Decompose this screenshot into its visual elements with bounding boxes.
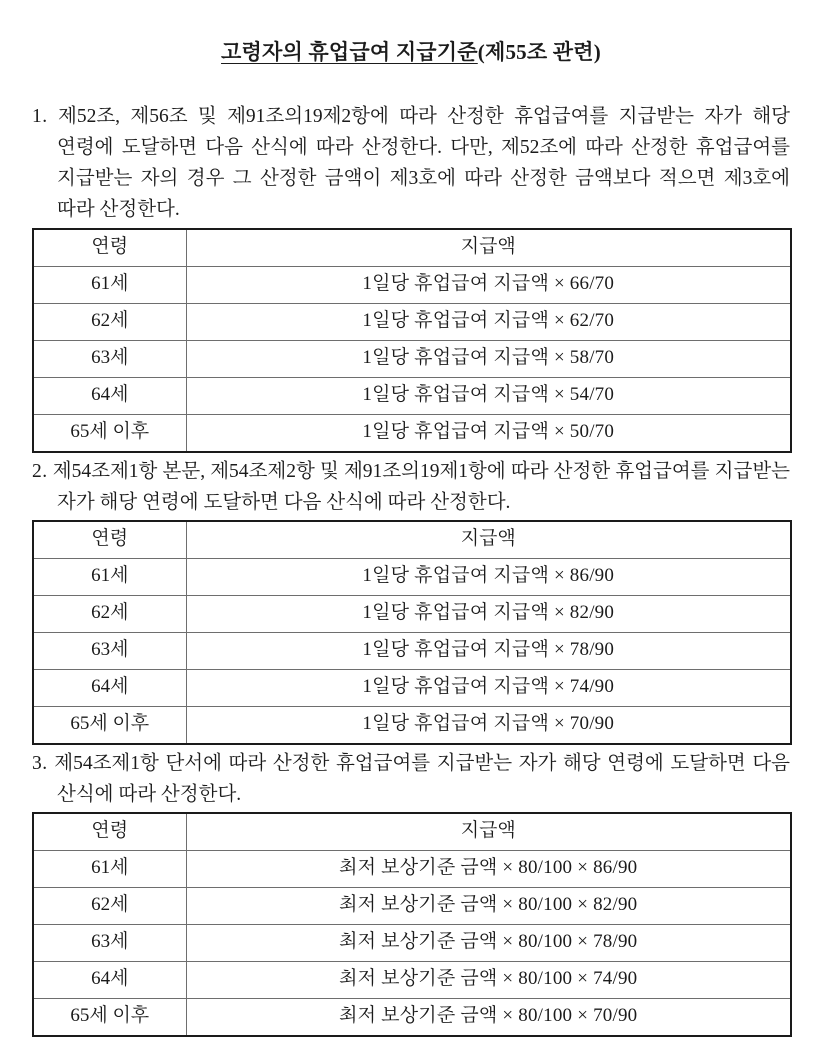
pay-table-2 <box>32 520 792 745</box>
cell-amount: 1일당 휴업급여 지급액 × 66/70 <box>186 267 791 304</box>
cell-amount: 최저 보상기준 금액 × 80/100 × 78/90 <box>186 925 791 962</box>
table-row <box>33 962 791 999</box>
column-header-age: 연령 <box>33 813 186 851</box>
cell-amount: 최저 보상기준 금액 × 80/100 × 86/90 <box>186 851 791 888</box>
column-header-amount: 지급액 <box>186 229 791 267</box>
cell-age: 62세 <box>33 596 186 633</box>
cell-age: 64세 <box>33 378 186 415</box>
table-row <box>33 888 791 925</box>
list-item-2-text: 제54조제1항 본문, 제54조제2항 및 제91조의19제1항에 따라 산정한 휴업급여를 지급받는 자가 해당 연령에 도달하면 다음 산식에 따라 산정한다. <box>52 461 791 514</box>
cell-amount: 1일당 휴업급여 지급액 × 74/90 <box>186 670 791 707</box>
pay-table-1 <box>32 228 792 453</box>
page-title-underlined: 고령자의 휴업급여 지급기준 <box>221 40 478 65</box>
cell-amount: 1일당 휴업급여 지급액 × 70/90 <box>186 707 791 745</box>
table-row <box>33 707 791 745</box>
cell-amount: 1일당 휴업급여 지급액 × 78/90 <box>186 633 791 670</box>
cell-age: 61세 <box>33 267 186 304</box>
document-page <box>0 14 822 1027</box>
table-row <box>33 999 791 1037</box>
cell-age: 65세 이후 <box>33 999 186 1037</box>
cell-amount: 최저 보상기준 금액 × 80/100 × 82/90 <box>186 888 791 925</box>
cell-age: 62세 <box>33 304 186 341</box>
cell-age: 63세 <box>33 925 186 962</box>
cell-amount: 1일당 휴업급여 지급액 × 54/70 <box>186 378 791 415</box>
list-item-2 <box>32 456 790 518</box>
list-item-1-number: 1. <box>32 106 48 128</box>
page-title <box>0 14 822 65</box>
document-body <box>32 79 790 1037</box>
cell-age: 63세 <box>33 341 186 378</box>
table-row <box>33 378 791 415</box>
cell-age: 62세 <box>33 888 186 925</box>
list-item-1-text: 제52조, 제56조 및 제91조의19제2항에 따라 산정한 휴업급여를 지급받는 자가 해당 연령에 도달하면 다음 산식에 따라 산정한다. 다만, 제52조에 따라 산정한 휴업급여를 지급받는 자의 경우 그 산정한 금액이 제3호에 따라 산정한 금액보다 적으면 제3호에 따라 산정한다. <box>57 106 791 221</box>
table-row <box>33 633 791 670</box>
cell-amount: 1일당 휴업급여 지급액 × 58/70 <box>186 341 791 378</box>
table-row <box>33 341 791 378</box>
cell-age: 65세 이후 <box>33 415 186 453</box>
cell-age: 63세 <box>33 633 186 670</box>
page-title-suffix: (제55조 관련) <box>477 40 601 65</box>
column-header-age: 연령 <box>33 521 186 559</box>
table-row <box>33 596 791 633</box>
table-row <box>33 415 791 453</box>
cell-age: 64세 <box>33 962 186 999</box>
table-row <box>33 851 791 888</box>
cell-amount: 1일당 휴업급여 지급액 × 86/90 <box>186 559 791 596</box>
cell-age: 64세 <box>33 670 186 707</box>
cell-amount: 1일당 휴업급여 지급액 × 50/70 <box>186 415 791 453</box>
list-item-3 <box>32 748 790 810</box>
table-row <box>33 670 791 707</box>
list-item-3-text: 제54조제1항 단서에 따라 산정한 휴업급여를 지급받는 자가 해당 연령에 도달하면 다음 산식에 따라 산정한다. <box>54 753 790 806</box>
cell-amount: 1일당 휴업급여 지급액 × 82/90 <box>186 596 791 633</box>
table-row <box>33 304 791 341</box>
list-item-1 <box>32 101 790 225</box>
table-header-row <box>33 521 791 559</box>
table-row <box>33 925 791 962</box>
cell-amount: 1일당 휴업급여 지급액 × 62/70 <box>186 304 791 341</box>
cell-age: 61세 <box>33 559 186 596</box>
pay-table-3 <box>32 812 792 1037</box>
list-item-3-number: 3. <box>32 753 48 775</box>
table-header-row <box>33 229 791 267</box>
cell-age: 65세 이후 <box>33 707 186 745</box>
list-item-2-number: 2. <box>32 461 48 483</box>
table-row <box>33 559 791 596</box>
column-header-amount: 지급액 <box>186 813 791 851</box>
cell-amount: 최저 보상기준 금액 × 80/100 × 70/90 <box>186 999 791 1037</box>
table-row <box>33 267 791 304</box>
column-header-age: 연령 <box>33 229 186 267</box>
column-header-amount: 지급액 <box>186 521 791 559</box>
cell-amount: 최저 보상기준 금액 × 80/100 × 74/90 <box>186 962 791 999</box>
table-header-row <box>33 813 791 851</box>
cell-age: 61세 <box>33 851 186 888</box>
